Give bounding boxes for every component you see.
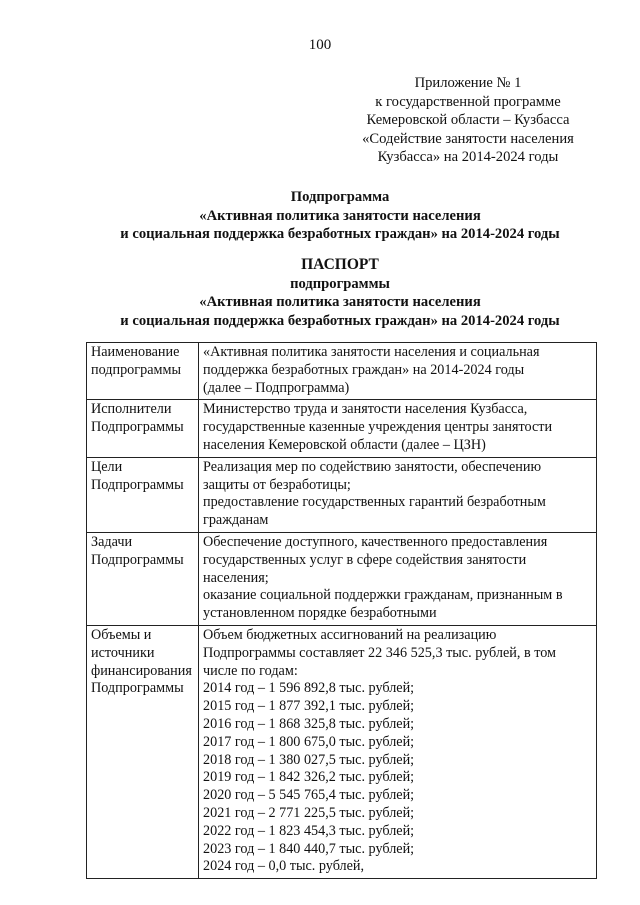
passport-title-line: подпрограммы: [290, 275, 390, 292]
subprogram-title-line: «Активная политика занятости населения: [199, 207, 481, 224]
passport-value-line: поддержка безработных граждан» на 2014-2024 годы: [203, 361, 525, 378]
subprogram-title-line: и социальная поддержка безработных граждан» на 2014-2024 годы: [120, 226, 560, 243]
passport-value-line: Реализация мер по содействию занятости, обеспечению: [203, 458, 542, 475]
passport-value-line: гражданам: [203, 512, 269, 529]
passport-value-line: защиты от безработицы;: [203, 476, 351, 493]
passport-value-line: «Активная политика занятости населения и социальная: [203, 344, 540, 360]
passport-label-cell: [87, 457, 199, 532]
passport-title-line: «Активная политика занятости населения: [199, 294, 481, 311]
passport-label-cell: [87, 343, 199, 400]
passport-label-line: Подпрограммы: [91, 419, 184, 436]
passport-label-line: финансирования: [91, 662, 192, 679]
passport-value-line: предоставление государственных гарантий безработным: [203, 494, 546, 511]
passport-value-line: 2019 год – 1 842 326,2 тыс. рублей;: [203, 769, 415, 786]
passport-value-line: 2023 год – 1 840 440,7 тыс. рублей;: [203, 840, 415, 857]
appendix-line: Кемеровской области – Кузбасса: [366, 112, 570, 129]
passport-value-line: Обеспечение доступного, качественного предоставления: [203, 533, 548, 550]
appendix-line: Приложение № 1: [414, 75, 522, 91]
passport-label-line: Подпрограммы: [91, 551, 184, 568]
passport-value-line: 2021 год – 2 771 225,5 тыс. рублей;: [203, 804, 415, 821]
passport-value-line: 2017 год – 1 800 675,0 тыс. рублей;: [203, 733, 415, 750]
passport-value-line: Объем бюджетных ассигнований на реализацию: [203, 626, 497, 643]
passport-row: [87, 625, 597, 878]
passport-label-line: Цели: [91, 458, 123, 475]
passport-value-line: 2014 год – 1 596 892,8 тыс. рублей;: [203, 680, 415, 697]
passport-heading: ПАСПОРТ: [301, 256, 379, 273]
passport-value-line: 2024 год – 0,0 тыс. рублей,: [203, 858, 365, 875]
appendix-line: Кузбасса» на 2014-2024 годы: [377, 149, 559, 166]
passport-title-line: и социальная поддержка безработных граждан» на 2014-2024 годы: [120, 312, 560, 329]
passport-value-line: 2018 год – 1 380 027,5 тыс. рублей;: [203, 751, 415, 768]
passport-title: [70, 256, 610, 330]
passport-value-line: населения;: [203, 569, 269, 586]
passport-value-line: числе по годам:: [203, 662, 298, 679]
passport-row: [87, 400, 597, 457]
passport-value-cell: [199, 343, 597, 400]
appendix-line: «Содействие занятости населения: [362, 130, 574, 147]
passport-value-cell: [199, 400, 597, 457]
appendix-note: [346, 74, 590, 167]
passport-value-line: Подпрограммы составляет 22 346 525,3 тыс. рублей, в том: [203, 644, 557, 661]
passport-value-line: населения Кемеровской области (далее – ЦЗН): [203, 436, 486, 453]
passport-row: [87, 457, 597, 532]
passport-row: [87, 343, 597, 400]
passport-value-line: установленном порядке безработными: [203, 605, 437, 622]
passport-label-line: Задачи: [91, 533, 133, 550]
passport-label-cell: [87, 400, 199, 457]
passport-value-line: 2015 год – 1 877 392,1 тыс. рублей;: [203, 698, 415, 715]
passport-table: [86, 342, 597, 879]
passport-label-line: Подпрограммы: [91, 680, 184, 697]
page-number: 100: [308, 37, 332, 53]
passport-label-line: Исполнители: [91, 401, 172, 418]
passport-label-cell: [87, 625, 199, 878]
subprogram-title-line: Подпрограмма: [290, 189, 390, 205]
passport-label-cell: [87, 532, 199, 625]
passport-value-line: 2020 год – 5 545 765,4 тыс. рублей;: [203, 787, 415, 804]
passport-label-line: Объемы и: [91, 626, 152, 643]
passport-value-line: оказание социальной поддержки гражданам, признанным в: [203, 587, 563, 604]
passport-value-cell: [199, 457, 597, 532]
passport-value-line: (далее – Подпрограмма): [203, 379, 350, 396]
passport-value-cell: [199, 625, 597, 878]
passport-value-line: 2016 год – 1 868 325,8 тыс. рублей;: [203, 715, 415, 732]
passport-table-body: [87, 343, 597, 879]
passport-value-line: государственные казенные учреждения центры занятости: [203, 419, 553, 436]
passport-value-line: Министерство труда и занятости населения Кузбасса,: [203, 401, 528, 418]
passport-value-cell: [199, 532, 597, 625]
appendix-line: к государственной программе: [375, 93, 561, 110]
passport-value-line: 2022 год – 1 823 454,3 тыс. рублей;: [203, 822, 415, 839]
passport-label-line: Подпрограммы: [91, 476, 184, 493]
passport-label-line: Наименование: [91, 344, 180, 360]
passport-label-line: источники: [91, 644, 155, 661]
passport-row: [87, 532, 597, 625]
subprogram-title: [70, 188, 610, 244]
passport-value-line: государственных услуг в сфере содействия занятости: [203, 551, 527, 568]
passport-label-line: подпрограммы: [91, 361, 181, 378]
